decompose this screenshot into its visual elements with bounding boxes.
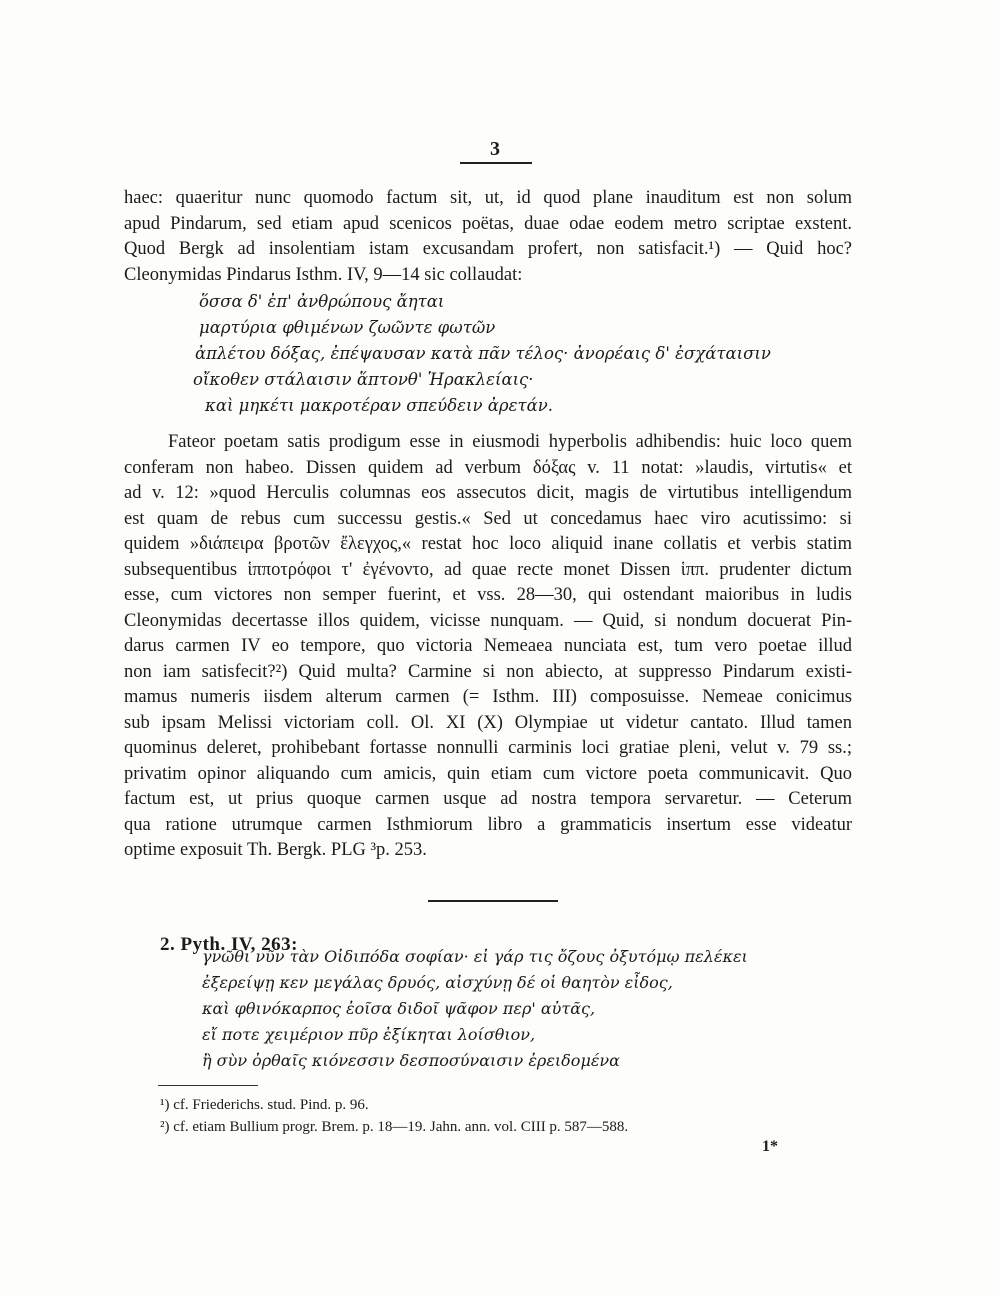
poem-line: γνῶθι νῦν τὰν Οἰδιπόδα σοφίαν· εἰ γάρ τις ὄζους ὀξυτόμῳ πελέκει xyxy=(202,947,748,966)
section-separator xyxy=(428,900,558,902)
text-line: quominus deleret, prohibebant fortasse nonnulli carminis loci gratiae pleni, velut v. 79 ss.; xyxy=(124,738,852,758)
text-line: apud Pindarum, sed etiam apud scenicos poëtas, duae odae eodem metro scriptae exstent. xyxy=(124,213,852,234)
poem-line: ἐξερείψῃ κεν μεγάλας δρυός, αἰσχύνῃ δέ οἱ θαητὸν εἶδος, xyxy=(202,973,673,992)
signature-mark: 1* xyxy=(762,1138,778,1155)
text-line: factum est, ut prius quoque carmen usque ad nostra tempora servaretur. — Ceterum xyxy=(124,789,852,809)
poem-line: καὶ φθινόκαρπος ἐοῖσα διδοῖ ψᾶφον περ' αὐτᾶς, xyxy=(202,999,596,1018)
quote-line: οἴκοθεν στάλαισιν ἅπτονθ' Ἡρακλείαις· xyxy=(193,370,534,389)
text-line: Cleonymidas Pindarus Isthm. IV, 9—14 sic collaudat: xyxy=(124,264,523,285)
text-line: quidem »διάπειρα βροτῶν ἔλεγχος,« restat hoc loco aliquid inane collatis et verbis statim xyxy=(124,534,852,554)
greek-quotation xyxy=(195,289,835,419)
text-line: Cleonymidas decertasse illos quidem, vicisse nunquam. — Quid, si nondum docuerat Pin- xyxy=(124,610,852,631)
section-title: 2. Pyth. IV, 263: xyxy=(160,934,298,955)
quote-line: καὶ μηκέτι μακροτέραν σπεύδειν ἀρετάν. xyxy=(205,396,553,415)
text-line: non iam satisfecit?²) Quid multa? Carmine si non abiecto, at suppresso Pindarum existi- xyxy=(124,661,852,682)
text-line: Quod Bergk ad insolentiam istam excusandam profert, non satisfacit.¹) — Quid hoc? xyxy=(124,239,852,259)
footnote-rule xyxy=(158,1085,258,1086)
footnote: ²) cf. etiam Bullium progr. Brem. p. 18—19. Jahn. ann. vol. CIII p. 587—588. xyxy=(160,1119,629,1135)
text-line: mamus numeris iisdem alterum carmen (= Isthm. III) composuisse. Nemeae conicimus xyxy=(124,687,852,707)
text-line: darus carmen IV eo tempore, quo victoria Nemeaea nunciata est, tum vero poetae illud xyxy=(124,636,852,656)
text-line: privatim opinor aliquando cum amicis, quin etiam cum victore poeta communicavit. Quo xyxy=(124,763,852,784)
page-number: 3 xyxy=(490,138,500,160)
paragraph-1 xyxy=(124,186,852,288)
quote-line: μαρτύρια φθιμένων ζωῶντε φωτῶν xyxy=(199,318,496,337)
greek-poem xyxy=(202,944,842,1074)
quote-line: ἀπλέτου δόξας, ἐπέψαυσαν κατὰ πᾶν τέλος· ἀνορέαις δ' ἐσχάταισιν xyxy=(195,344,771,363)
header-rule xyxy=(460,162,532,164)
text-line: qua ratione utrumque carmen Isthmiorum libro a grammaticis insertum esse videatur xyxy=(124,814,852,835)
paragraph-2 xyxy=(124,430,852,864)
text-line: est quam de rebus cum successu gestis.« Sed ut concedamus haec viro acutissimo: si xyxy=(124,508,852,529)
text-line: conferam non habeo. Dissen quidem ad verbum δόξας v. 11 notat: »laudis, virtutis« et xyxy=(124,457,852,478)
text-line: ad v. 12: »quod Herculis columnas eos assecutos dicit, magis de virtutibus intelligendum xyxy=(124,483,852,503)
text-line: esse, cum victores non semper fuerint, et vss. 28—30, qui ostendant maioribus in ludis xyxy=(124,585,852,605)
footnote: ¹) cf. Friederichs. stud. Pind. p. 96. xyxy=(160,1097,369,1113)
text-line: subsequentibus ἱπποτρόφοι τ' ἐγένοντο, ad quae recte monet Dissen ἱππ. prudenter dictum xyxy=(124,559,852,580)
text-line: optime exposuit Th. Bergk. PLG ³p. 253. xyxy=(124,840,427,860)
poem-line: ἢ σὺν ὀρθαῖς κιόνεσσιν δεσποσύναισιν ἐρειδομένα xyxy=(202,1051,620,1070)
text-line: Fateor poetam satis prodigum esse in eiusmodi hyperbolis adhibendis: huic loco quem xyxy=(168,432,852,452)
text-line: sub ipsam Melissi victoriam coll. Ol. XI (X) Olympiae ut videtur cantato. Illud tamen xyxy=(124,712,852,733)
poem-line: εἴ ποτε χειμέριον πῦρ ἐξίκηται λοίσθιον, xyxy=(202,1025,536,1044)
quote-line: ὅσσα δ' ἐπ' ἀνθρώπους ἄηται xyxy=(199,292,445,311)
footnotes xyxy=(160,1094,780,1138)
text-line: haec: quaeritur nunc quomodo factum sit, ut, id quod plane inauditum est non solum xyxy=(124,188,852,208)
